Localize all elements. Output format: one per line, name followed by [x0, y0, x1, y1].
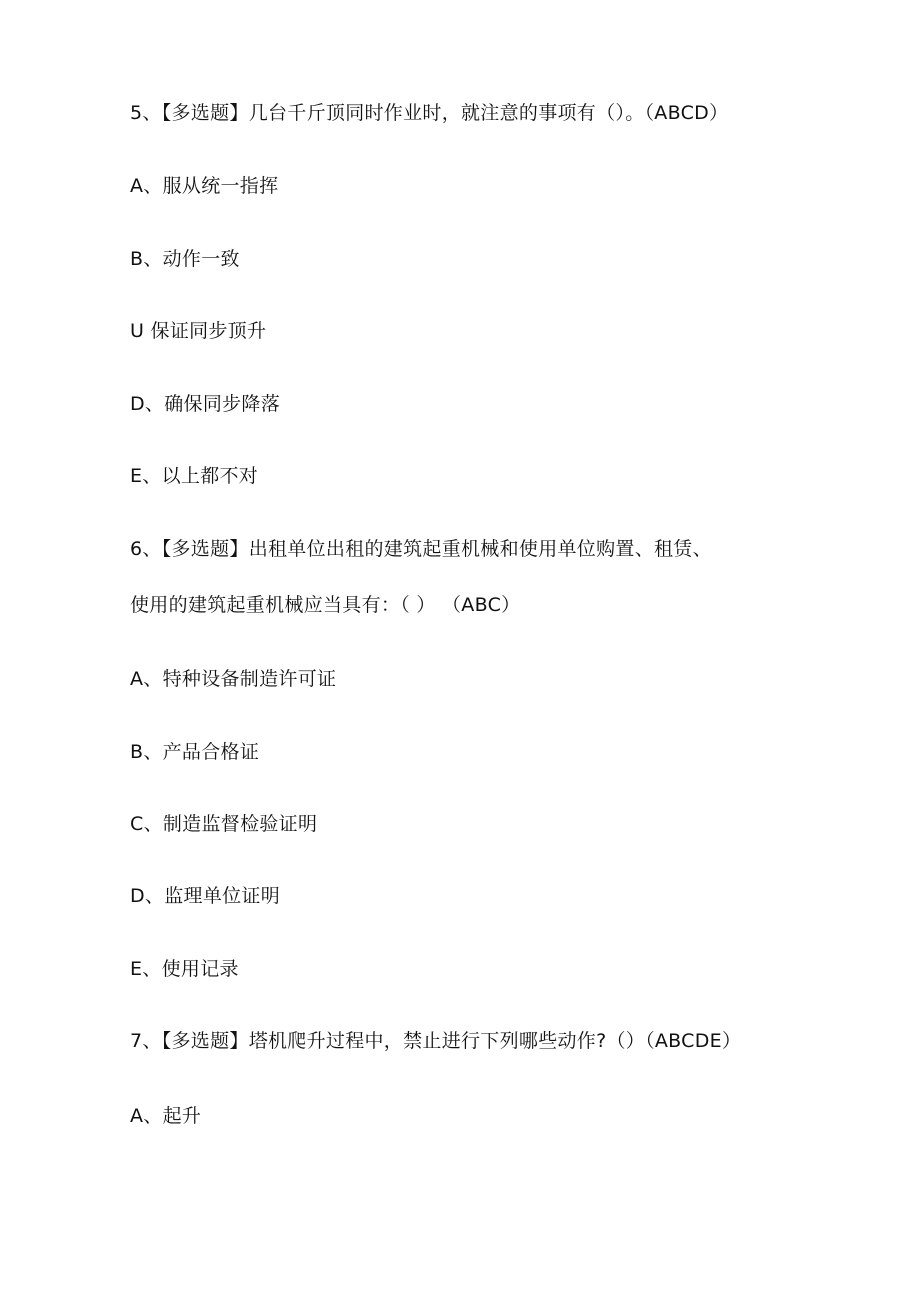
- question-5-option-a: A、服从统一指挥: [130, 175, 279, 197]
- question-6-option-e: E、使用记录: [130, 958, 239, 980]
- question-7-option-a: A、起升: [130, 1105, 202, 1127]
- question-5-option-e: E、以上都不对: [130, 465, 259, 487]
- question-6-option-b: B、产品合格证: [130, 741, 260, 763]
- question-6-stem-line-2: 使用的建筑起重机械应当具有：（ ） （ABC）: [130, 594, 521, 616]
- question-6-stem-line-1: 6、【多选题】出租单位出租的建筑起重机械和使用单位购置、租赁、: [130, 538, 712, 560]
- question-6-option-a: A、特种设备制造许可证: [130, 668, 337, 690]
- question-5-option-b: B、动作一致: [130, 248, 240, 270]
- question-5-option-c: U 保证同步顶升: [130, 320, 267, 342]
- question-7-stem: 7、【多选题】塔机爬升过程中，禁止进行下列哪些动作?（）（ABCDE）: [130, 1030, 742, 1052]
- question-6-option-c: C、制造监督检验证明: [130, 813, 318, 835]
- question-5-stem: 5、【多选题】几台千斤顶同时作业时，就注意的事项有（）。（ABCD）: [130, 102, 729, 124]
- question-6-option-d: D、监理单位证明: [130, 885, 281, 907]
- question-5-option-d: D、确保同步降落: [130, 393, 281, 415]
